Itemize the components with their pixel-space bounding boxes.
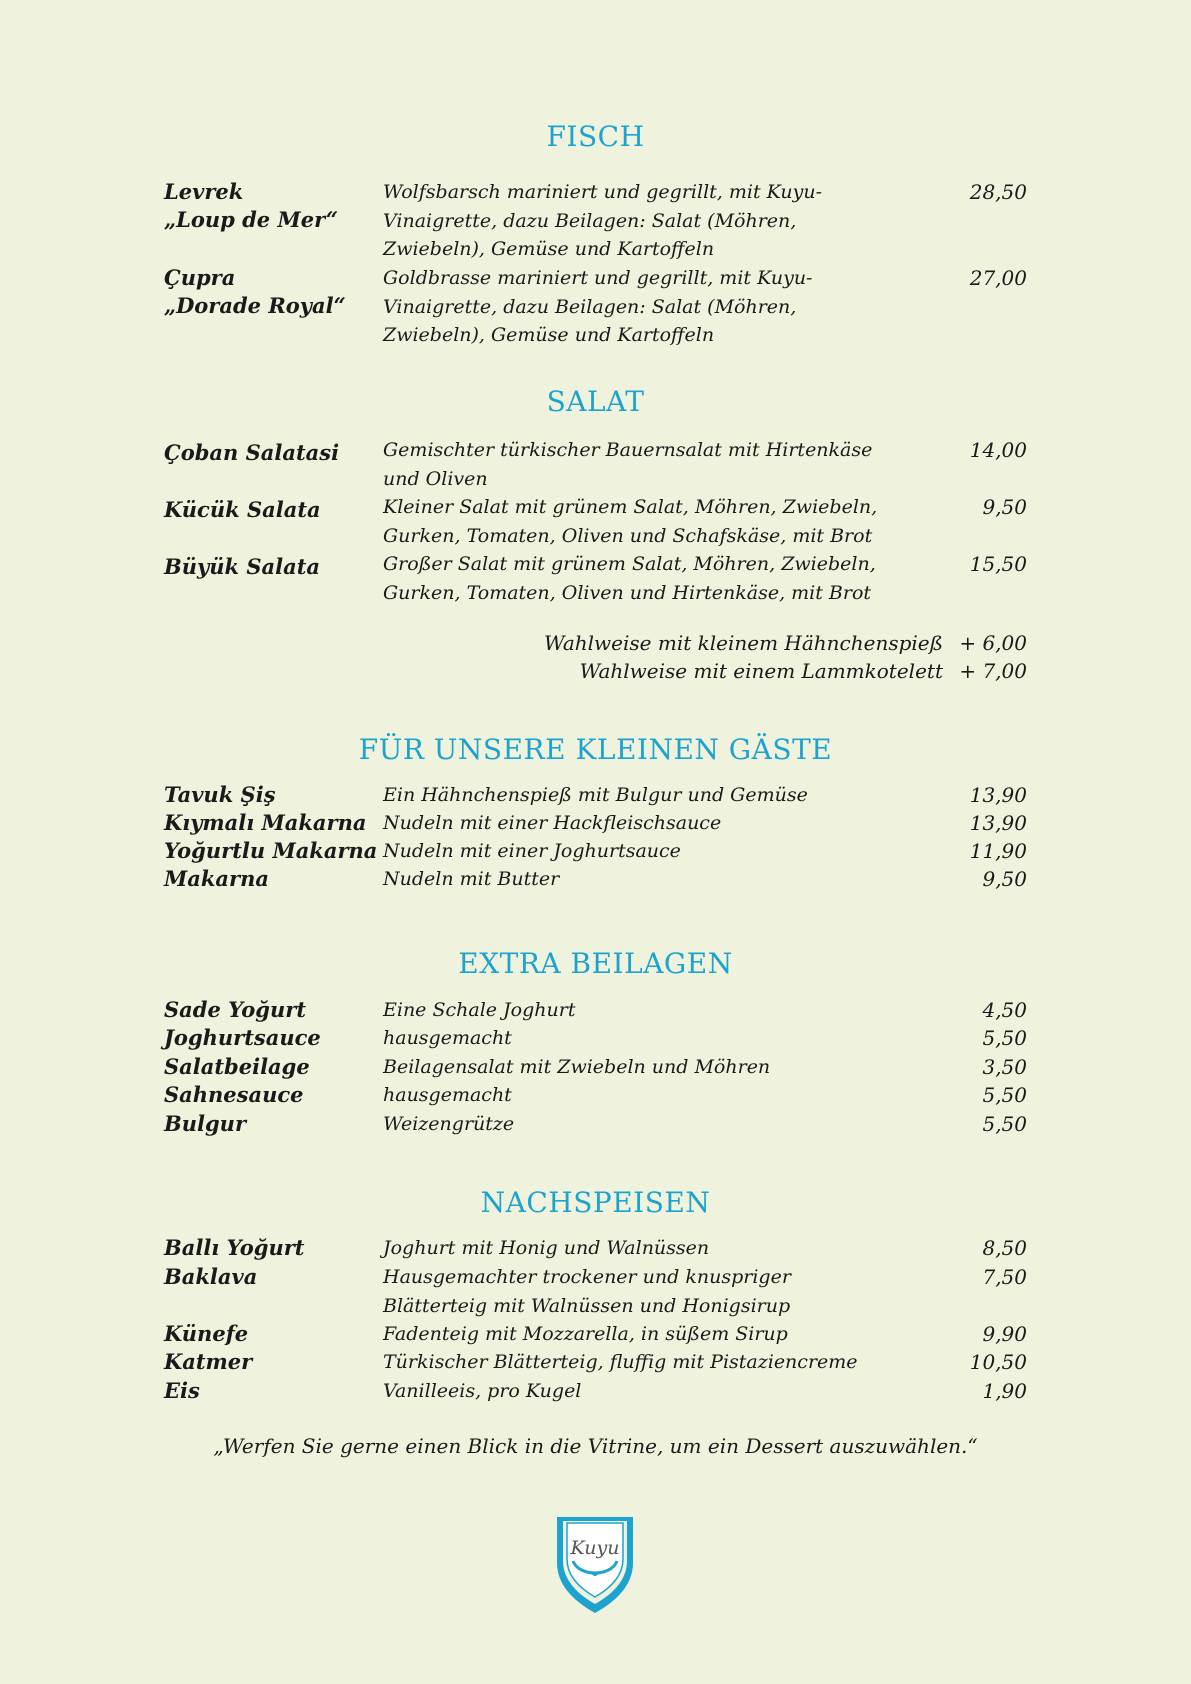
item-price: 27,00 (969, 266, 1027, 290)
item-description: Ein Hähnchenspieß mit Bulgur und Gemüse (383, 784, 808, 806)
item-name: Kıymalı Makarna (164, 810, 367, 835)
item-price: 10,50 (969, 1350, 1027, 1374)
item-price: 5,50 (982, 1083, 1027, 1107)
item-name: Yoğurtlu Makarna (164, 838, 378, 863)
item-description: Nudeln mit einer Hackfleischsauce (383, 812, 722, 834)
item-description: Türkischer Blätterteig, fluffig mit Pistaziencreme (383, 1351, 858, 1373)
logo-text: Kuyu (570, 1537, 620, 1559)
item-description: Nudeln mit Butter (383, 868, 560, 890)
section-title-kids: FÜR UNSERE KLEINEN GÄSTE (358, 733, 833, 766)
shield-logo-icon (553, 1515, 637, 1615)
item-name: Joghurtsauce (164, 1025, 321, 1050)
item-description: Goldbrasse mariniert und gegrillt, mit Kuyu-Vinaigrette, dazu Beilagen: Salat (Möhren, Zwiebeln), Gemüse und Kartoffeln (383, 267, 813, 346)
option-row (0, 629, 1191, 658)
option-price: + 7,00 (959, 659, 1027, 683)
item-description: Beilagensalat mit Zwiebeln und Möhren (383, 1056, 771, 1078)
item-name: Çupra (164, 265, 236, 290)
item-name: Salatbeilage (164, 1054, 310, 1079)
item-price: 15,50 (969, 552, 1027, 576)
section-title-extra-beilagen: EXTRA BEILAGEN (458, 947, 733, 980)
item-price: 13,90 (969, 783, 1027, 807)
option-text: Wahlweise mit kleinem Hähnchenspieß (544, 631, 943, 655)
item-description: Fadenteig mit Mozzarella, in süßem Sirup (383, 1323, 788, 1345)
item-price: 9,50 (982, 495, 1027, 519)
item-name-sub: „Loup de Mer“ (164, 207, 338, 232)
item-name: Baklava (164, 1264, 258, 1289)
dessert-note: „Werfen Sie gerne einen Blick in die Vitrine, um ein Dessert auszuwählen.“ (213, 1434, 978, 1458)
item-name: Katmer (164, 1349, 253, 1374)
item-description: Gemischter türkischer Bauernsalat mit Hirtenkäse und Oliven (383, 439, 873, 490)
item-description: Joghurt mit Honig und Walnüssen (383, 1237, 710, 1259)
item-description: Nudeln mit einer Joghurtsauce (383, 840, 681, 862)
section-title-fisch: FISCH (546, 120, 645, 153)
item-description: Vanilleeis, pro Kugel (383, 1380, 582, 1402)
section-title-salat: SALAT (546, 385, 645, 418)
item-price: 9,50 (982, 867, 1027, 891)
item-description: Kleiner Salat mit grünem Salat, Möhren, Zwiebeln, Gurken, Tomaten, Oliven und Schafskäse, mit Brot (383, 496, 878, 547)
item-name-sub: „Dorade Royal“ (164, 293, 346, 318)
item-description: hausgemacht (383, 1027, 512, 1049)
item-name: Kücük Salata (164, 497, 321, 522)
item-name: Sade Yoğurt (164, 997, 307, 1022)
item-price: 11,90 (969, 839, 1027, 863)
item-price: 1,90 (982, 1379, 1027, 1403)
option-price: + 6,00 (959, 631, 1027, 655)
item-price: 4,50 (982, 998, 1027, 1022)
option-row (0, 657, 1191, 686)
item-name: Levrek (164, 179, 244, 204)
item-price: 28,50 (969, 180, 1027, 204)
item-price: 13,90 (969, 811, 1027, 835)
item-name: Tavuk Şiş (164, 782, 276, 807)
item-name: Makarna (164, 866, 269, 891)
item-price: 5,50 (982, 1026, 1027, 1050)
item-name: Büyük Salata (164, 554, 321, 579)
item-name: Ballı Yoğurt (164, 1235, 305, 1260)
item-price: 5,50 (982, 1112, 1027, 1136)
item-description: Wolfsbarsch mariniert und gegrillt, mit Kuyu-Vinaigrette, dazu Beilagen: Salat (Möhren, Zwiebeln), Gemüse und Kartoffeln (383, 181, 823, 260)
item-description: Hausgemachter trockener und knuspriger Blätterteig mit Walnüssen und Honigsirup (383, 1266, 791, 1317)
item-price: 8,50 (982, 1236, 1027, 1260)
item-description: Weizengrütze (383, 1113, 515, 1135)
section-title-nachspeisen: NACHSPEISEN (480, 1186, 711, 1219)
item-name: Sahnesauce (164, 1082, 304, 1107)
item-name: Eis (164, 1378, 200, 1403)
item-description: Großer Salat mit grünem Salat, Möhren, Zwiebeln, Gurken, Tomaten, Oliven und Hirtenkäse, mit Brot (383, 553, 876, 604)
item-price: 9,90 (982, 1322, 1027, 1346)
item-price: 7,50 (982, 1265, 1027, 1289)
item-name: Çoban Salatasi (164, 440, 340, 465)
item-description: hausgemacht (383, 1084, 512, 1106)
item-price: 14,00 (969, 438, 1027, 462)
option-text: Wahlweise mit einem Lammkotelett (579, 659, 943, 683)
item-name: Künefe (164, 1321, 249, 1346)
item-name: Bulgur (164, 1111, 247, 1136)
item-description: Eine Schale Joghurt (383, 999, 576, 1021)
item-price: 3,50 (982, 1055, 1027, 1079)
